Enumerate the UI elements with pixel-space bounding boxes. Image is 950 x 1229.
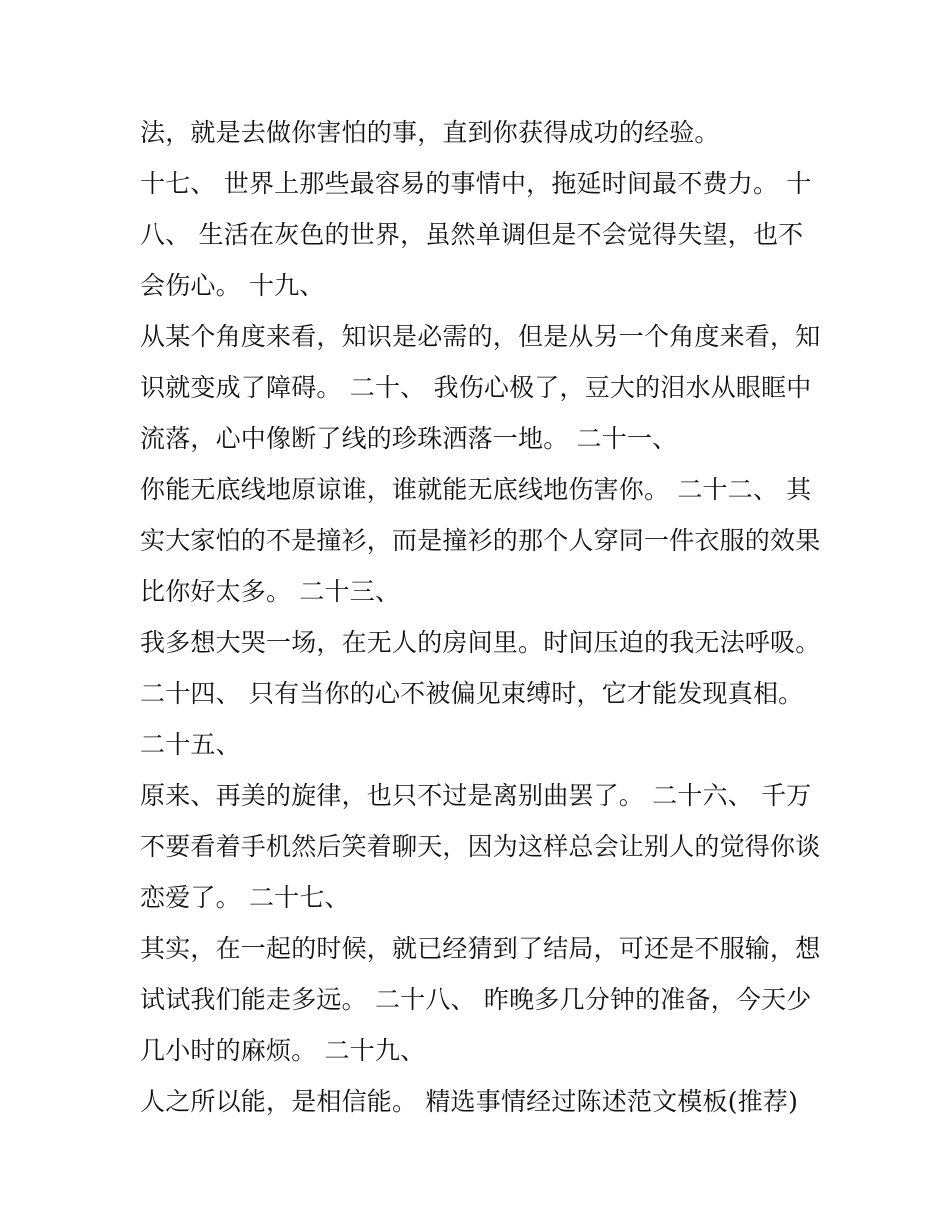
text-line: 恋爱了。 二十七、 bbox=[140, 883, 350, 912]
text-line: 你能无底线地原谅谁，谁就能无底线地伤害你。 二十二、 其 bbox=[140, 475, 812, 504]
text-line: 会伤心。 十九、 bbox=[140, 271, 325, 300]
text-line: 识就变成了障碍。 二十、 我伤心极了，豆大的泪水从眼眶中 bbox=[140, 373, 812, 402]
text-line: 几小时的麻烦。 二十九、 bbox=[140, 1036, 426, 1065]
text-line: 十七、 世界上那些最容易的事情中，拖延时间最不费力。 十 bbox=[140, 169, 812, 198]
text-line: 从某个角度来看，知识是必需的，但是从另一个角度来看，知 bbox=[140, 322, 821, 351]
document-text-body bbox=[140, 107, 830, 1127]
text-line: 比你好太多。 二十三、 bbox=[140, 577, 401, 606]
text-line: 其实，在一起的时候，就已经猜到了结局，可还是不服输，想 bbox=[140, 934, 821, 963]
text-line: 实大家怕的不是撞衫，而是撞衫的那个人穿同一件衣服的效果 bbox=[140, 526, 821, 555]
text-line: 我多想大哭一场，在无人的房间里。时间压迫的我无法呼吸。 bbox=[140, 628, 821, 657]
text-line: 试试我们能走多远。 二十八、 昨晚多几分钟的准备，今天少 bbox=[140, 985, 812, 1014]
text-line: 法，就是去做你害怕的事，直到你获得成功的经验。 bbox=[140, 118, 720, 147]
text-line: 人之所以能，是相信能。 精选事情经过陈述范文模板(推荐) bbox=[140, 1087, 799, 1116]
text-line: 不要看着手机然后笑着聊天，因为这样总会让别人的觉得你谈 bbox=[140, 832, 821, 861]
text-line: 原来、再美的旋律，也只不过是离别曲罢了。 二十六、 千万 bbox=[140, 781, 812, 810]
text-line: 二十四、 只有当你的心不被偏见束缚时，它才能发现真相。 bbox=[140, 679, 804, 708]
text-line: 八、 生活在灰色的世界，虽然单调但是不会觉得失望，也不 bbox=[140, 220, 804, 249]
text-line: 流落，心中像断了线的珍珠洒落一地。 二十一、 bbox=[140, 424, 678, 453]
text-line: 二十五、 bbox=[140, 730, 241, 759]
